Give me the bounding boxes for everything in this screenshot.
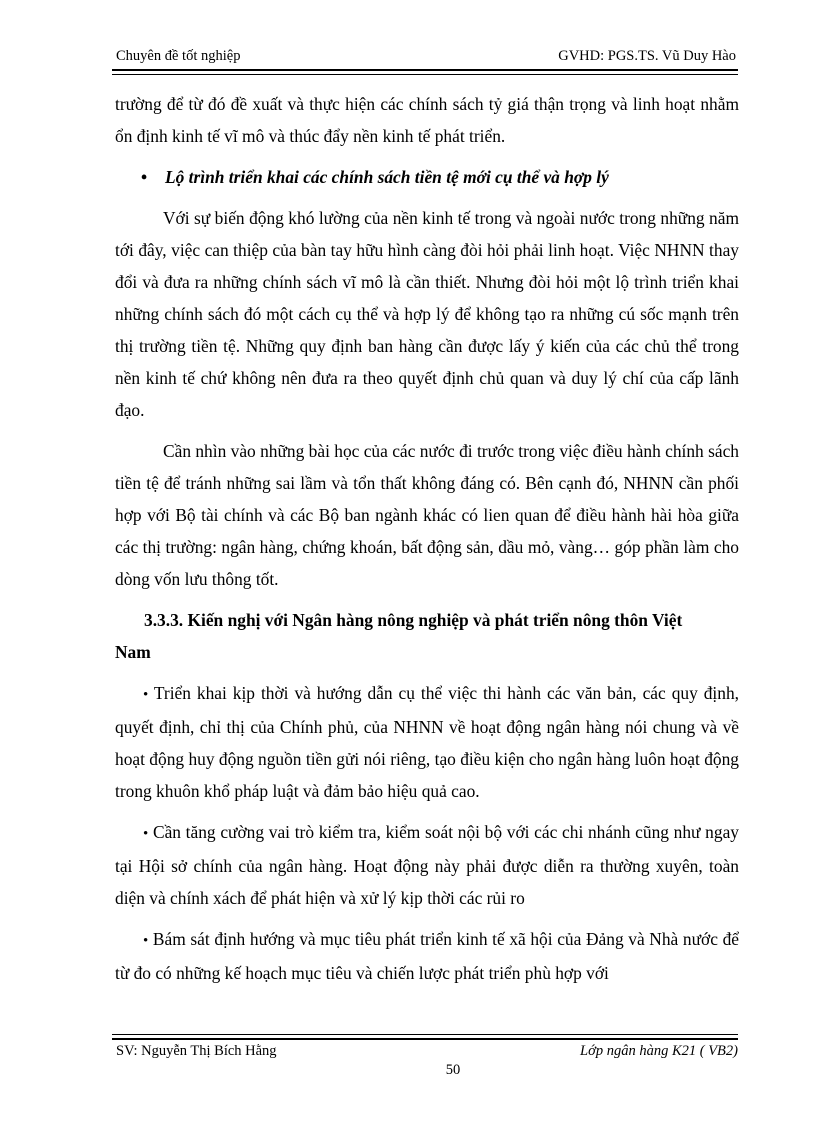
bullet-heading-text: Lộ trình triển khai các chính sách tiền tệ mới cụ thể và hợp lý <box>165 167 609 187</box>
bullet-icon: • <box>141 167 148 187</box>
page-number: 50 <box>445 1062 461 1078</box>
bullet-item-text: Triển khai kịp thời và hướng dẫn cụ thể việc thi hành các văn bản, các quy định, quyết định, chỉ thị của Chính phủ, của NHNN về hoạt động ngân hàng nói chung và về hoạt động huy động nguồn tiền gửi nói riêng, tạo điều kiện cho ngân hàng luôn hoạt động trong khuôn khổ pháp luật và đảm bảo hiệu quả cao. <box>115 683 739 801</box>
bullet-heading <box>115 161 739 193</box>
section-title <box>115 604 739 668</box>
bullet-item-2 <box>115 816 739 914</box>
section-title-line2: Nam <box>115 642 151 662</box>
bullet-icon: • <box>143 826 149 842</box>
bullet-icon: • <box>143 687 149 703</box>
bullet-item-text: Cần tăng cường vai trò kiểm tra, kiểm soát nội bộ với các chi nhánh cũng như ngay tại Hội sở chính của ngân hàng. Hoạt động này phải được diễn ra thường xuyên, toàn diện và chính xách để phát hiện và xử lý kịp thời các rủi ro <box>115 822 739 908</box>
header-advisor: GVHD: PGS.TS. Vũ Duy Hào <box>558 48 736 64</box>
bullet-item-text: Bám sát định hướng và mục tiêu phát triển kinh tế xã hội của Đảng và Nhà nước để từ đo có những kế hoạch mục tiêu và chiến lược phát triển phù hợp với <box>115 929 739 983</box>
header-title: Chuyên đề tốt nghiệp <box>116 48 241 64</box>
bullet-item-3 <box>115 923 739 989</box>
bullet-item-1 <box>115 677 739 807</box>
header-rule-thin <box>112 74 738 75</box>
footer-rule-thin <box>112 1034 738 1035</box>
footer-class: Lớp ngân hàng K21 ( VB2) <box>580 1043 738 1059</box>
paragraph-2: Cần nhìn vào những bài học của các nước đi trước trong việc điều hành chính sách tiền tệ để tránh những sai lầm và tổn thất không đáng có. Bên cạnh đó, NHNN cần phối hợp với Bộ tài chính và các Bộ ban ngành khác có lien quan để điều hành hài hòa giữa các thị trường: ngân hàng, chứng khoán, bất động sản, dầu mỏ, vàng… góp phần làm cho dòng vốn lưu thông tốt. <box>115 441 739 589</box>
paragraph-continued: trường để từ đó đề xuất và thực hiện các chính sách tỷ giá thận trọng và linh hoạt nhằm ổn định kinh tế vĩ mô và thúc đẩy nền kinh tế phát triển. <box>115 94 739 146</box>
footer-rule <box>112 1038 738 1040</box>
section-title-line1: 3.3.3. Kiến nghị với Ngân hàng nông nghiệp và phát triển nông thôn Việt <box>144 610 683 630</box>
page-body <box>115 88 739 989</box>
paragraph-1: Với sự biến động khó lường của nền kinh tế trong và ngoài nước trong những năm tới đây, việc can thiệp của bàn tay hữu hình càng đòi hỏi phải linh hoạt. Việc NHNN thay đổi và đưa ra những chính sách vĩ mô là cần thiết. Nhưng đòi hỏi một lộ trình triển khai những chính sách đó một cách cụ thể và hợp lý để không tạo ra những cú sốc mạnh trên thị trường tiền tệ. Những quy định ban hàng cần được lấy ý kiến của các chủ thể trong nền kinh tế chứ không nên đưa ra theo quyết định chủ quan và duy lý chí của cấp lãnh đạo. <box>115 208 739 420</box>
bullet-icon: • <box>143 933 149 949</box>
footer-student: SV: Nguyễn Thị Bích Hằng <box>116 1043 277 1059</box>
header-rule <box>112 69 738 71</box>
